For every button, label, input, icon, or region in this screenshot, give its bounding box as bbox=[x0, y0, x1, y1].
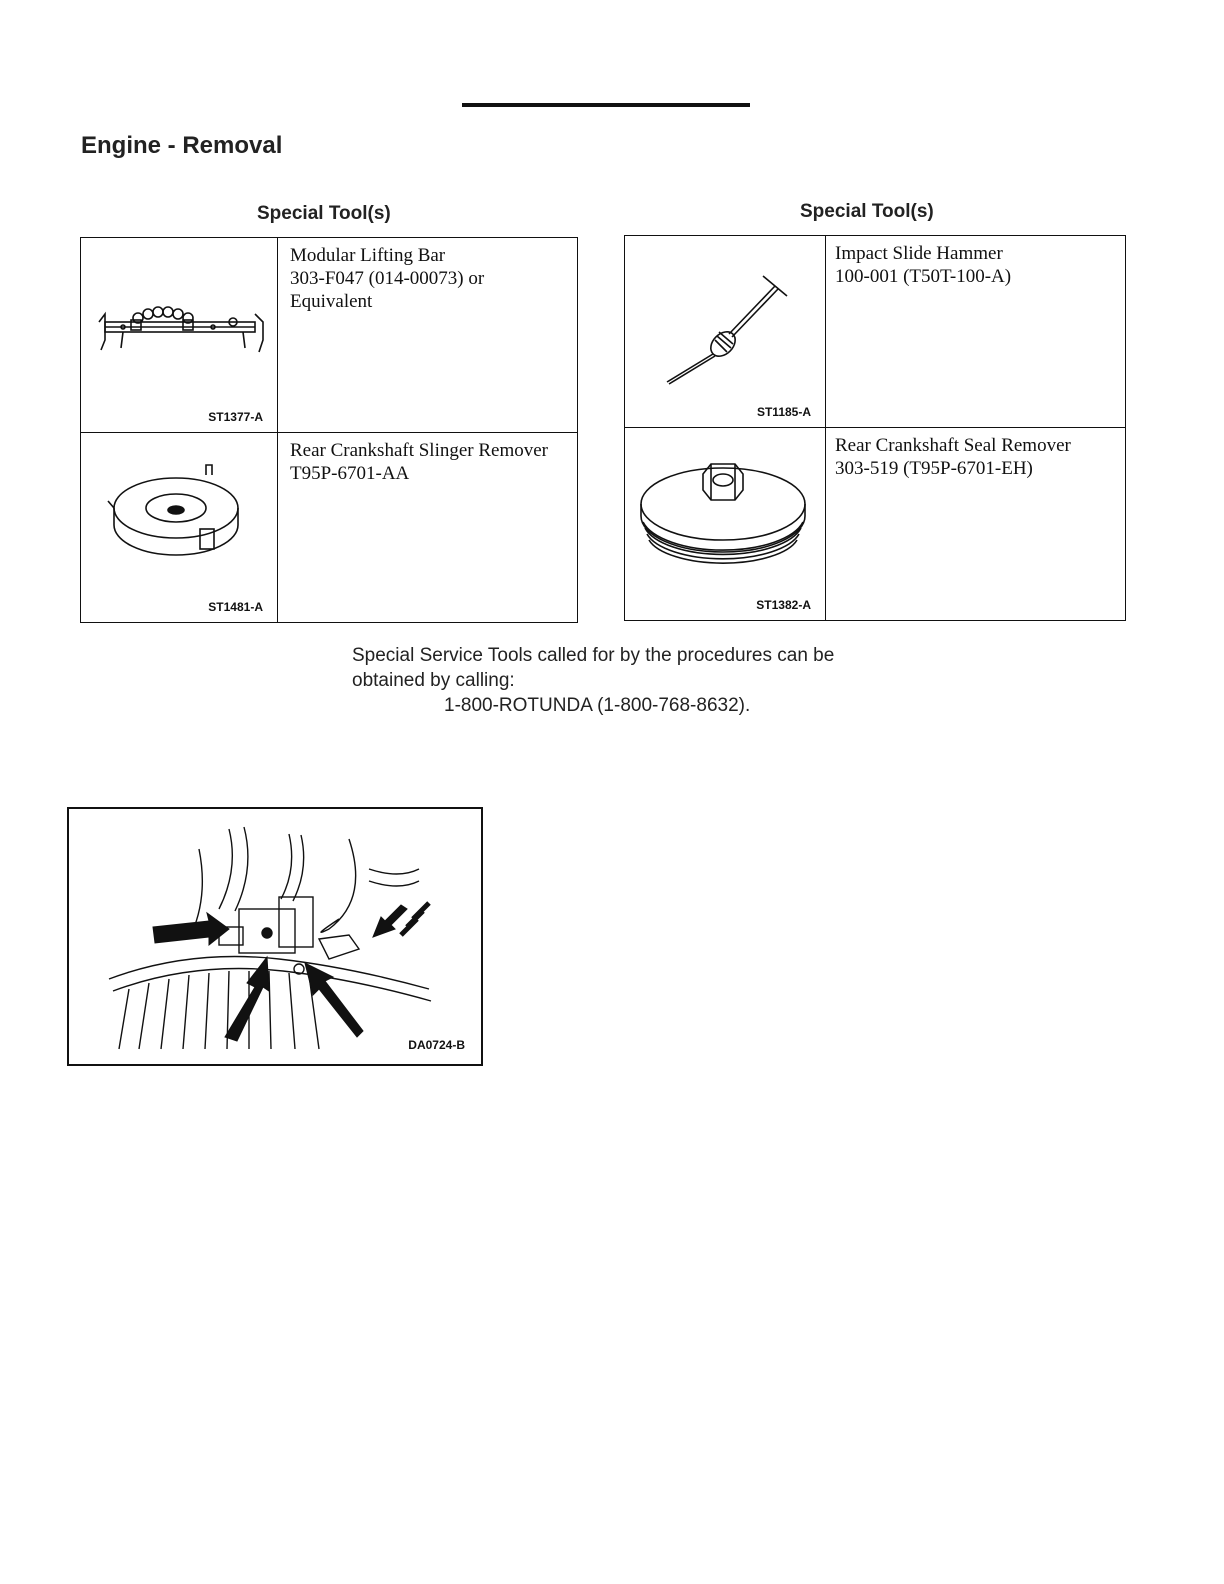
engine-connector-illustration bbox=[69, 809, 481, 1064]
note-line-2: obtained by calling: bbox=[352, 670, 515, 691]
tool-code: ST1382-A bbox=[756, 598, 811, 612]
section-title: Engine - Removal bbox=[81, 132, 283, 159]
tool-name: Rear Crankshaft Slinger Remover bbox=[290, 440, 549, 461]
tool-description bbox=[290, 244, 484, 313]
tool-code: ST1377-A bbox=[208, 410, 263, 424]
tool-row-seal-remover bbox=[625, 427, 1125, 620]
tool-description bbox=[290, 439, 548, 485]
seal-remover-icon bbox=[633, 452, 813, 582]
rotunda-phone-number: 1-800-ROTUNDA (1-800-768-8632). bbox=[444, 695, 751, 716]
special-tools-table-right bbox=[624, 235, 1126, 621]
tool-image-cell bbox=[625, 428, 826, 620]
tool-image-cell bbox=[625, 236, 826, 427]
tool-note: Equivalent bbox=[290, 291, 373, 312]
tool-description bbox=[835, 434, 1071, 480]
lifting-bar-icon bbox=[93, 300, 273, 380]
tool-number: 303-F047 (014-00073) or bbox=[290, 268, 485, 289]
tool-code: ST1481-A bbox=[208, 600, 263, 614]
tool-name: Modular Lifting Bar bbox=[290, 245, 446, 266]
tool-row-lifting-bar bbox=[81, 238, 577, 432]
slide-hammer-icon bbox=[659, 270, 809, 390]
header-rule bbox=[462, 103, 750, 107]
tool-image-cell bbox=[81, 238, 278, 432]
tool-name: Rear Crankshaft Seal Remover bbox=[835, 435, 1071, 456]
tool-description bbox=[835, 242, 1011, 288]
figure-code: DA0724-B bbox=[408, 1038, 465, 1052]
tool-image-cell bbox=[81, 433, 278, 622]
tool-code: ST1185-A bbox=[756, 405, 811, 419]
tool-number: 100-001 (T50T-100-A) bbox=[835, 266, 1012, 287]
special-tools-heading-left: Special Tool(s) bbox=[257, 203, 391, 224]
tool-number: T95P-6701-AA bbox=[290, 463, 410, 484]
service-tools-note bbox=[352, 643, 834, 718]
special-tools-table-left bbox=[80, 237, 578, 623]
note-line-1: Special Service Tools called for by the procedures can be bbox=[352, 645, 835, 666]
special-tools-heading-right: Special Tool(s) bbox=[800, 201, 934, 222]
slinger-remover-icon bbox=[106, 463, 256, 563]
tool-row-slide-hammer bbox=[625, 236, 1125, 427]
tool-number: 303-519 (T95P-6701-EH) bbox=[835, 458, 1033, 479]
tool-name: Impact Slide Hammer bbox=[835, 243, 1003, 264]
tool-row-slinger-remover bbox=[81, 432, 577, 622]
engine-figure bbox=[67, 807, 483, 1066]
